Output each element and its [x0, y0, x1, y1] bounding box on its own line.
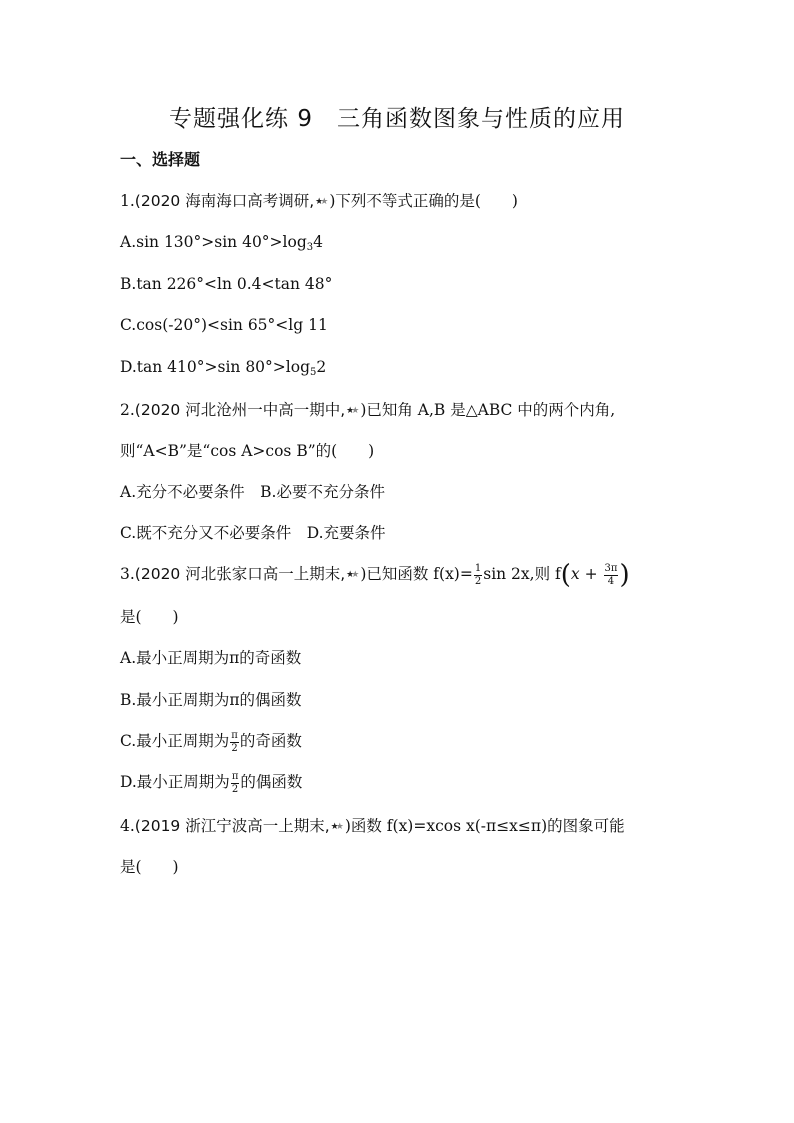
question-number: 3.	[120, 565, 135, 583]
question-3-option-d: D.最小正周期为 $\frac{\pi}{2}$ 的偶函数	[120, 770, 303, 795]
question-text: )已知角 A,B 是△ABC 中的两个内角,	[360, 401, 616, 419]
question-3-option-c: C.最小正周期为 $\frac{\pi}{2}$ 的奇函数	[120, 729, 302, 754]
question-source: (2020 河北张家口高一上期末,	[134, 565, 346, 583]
question-number: 4.	[120, 817, 135, 835]
page-title: 专题强化练 9 三角函数图象与性质的应用	[169, 106, 625, 132]
fraction-pi-over-2: $\frac{\pi}{2}$	[231, 770, 239, 795]
difficulty-stars-icon: ★★	[330, 822, 341, 832]
question-4-stem-cont: 是( )	[120, 858, 179, 876]
question-1-option-d: D.tan 410°>sin $80^\circ>\log_52$	[120, 358, 327, 378]
question-1-option-a: A.sin 130°>sin $40^\circ>\log_34$	[120, 233, 324, 253]
difficulty-stars-icon: ★★	[315, 197, 326, 207]
fraction-3pi-over-4: $\frac{3\pi}{4}$	[604, 562, 618, 587]
question-3-stem-cont: 是( )	[120, 608, 179, 626]
question-4-stem	[120, 814, 625, 839]
question-source: (2020 河北沧州一中高一期中,	[134, 401, 346, 419]
question-2-options-ab: A.充分不必要条件 B.必要不充分条件	[120, 483, 385, 501]
question-2-stem-cont: 则“A<B”是“cos A>cos B”的( )	[120, 442, 375, 460]
question-2-stem	[120, 398, 615, 423]
question-3-stem: 3.(2020 河北张家口高一上期末,★★ )已知函数 f(x)= $\frac{1}{2}$ sin 2x,则 f(x + $\frac{3\pi}{4}$ )	[120, 560, 630, 590]
question-number: 1.	[120, 192, 135, 210]
fraction-half: $\frac{1}{2}$	[474, 562, 482, 587]
difficulty-stars-icon: ★★	[346, 570, 357, 580]
question-1-option-b: B.tan 226°<ln 0.4<tan 48°	[120, 275, 333, 293]
question-number: 2.	[120, 401, 135, 419]
difficulty-stars-icon: ★★	[346, 406, 357, 416]
question-3-option-b: B.最小正周期为π的偶函数	[120, 691, 302, 709]
question-1-option-c: C.cos(-20°)<sin 65°<lg 11	[120, 316, 328, 334]
question-3-option-a: A.最小正周期为π的奇函数	[120, 649, 302, 667]
section-heading: 一、选择题	[120, 150, 201, 169]
question-source: (2019 浙江宁波高一上期末,	[134, 817, 330, 835]
question-1-stem	[120, 189, 518, 214]
fraction-pi-over-2: $\frac{\pi}{2}$	[231, 729, 238, 754]
question-text: )函数 f(x)=xcos x(-π≤x≤π)的图象可能	[344, 817, 625, 835]
question-source: (2020 海南海口高考调研,	[134, 192, 315, 210]
question-2-options-cd: C.既不充分又不必要条件 D.充要条件	[120, 524, 386, 542]
question-text: )下列不等式正确的是( )	[329, 192, 518, 210]
